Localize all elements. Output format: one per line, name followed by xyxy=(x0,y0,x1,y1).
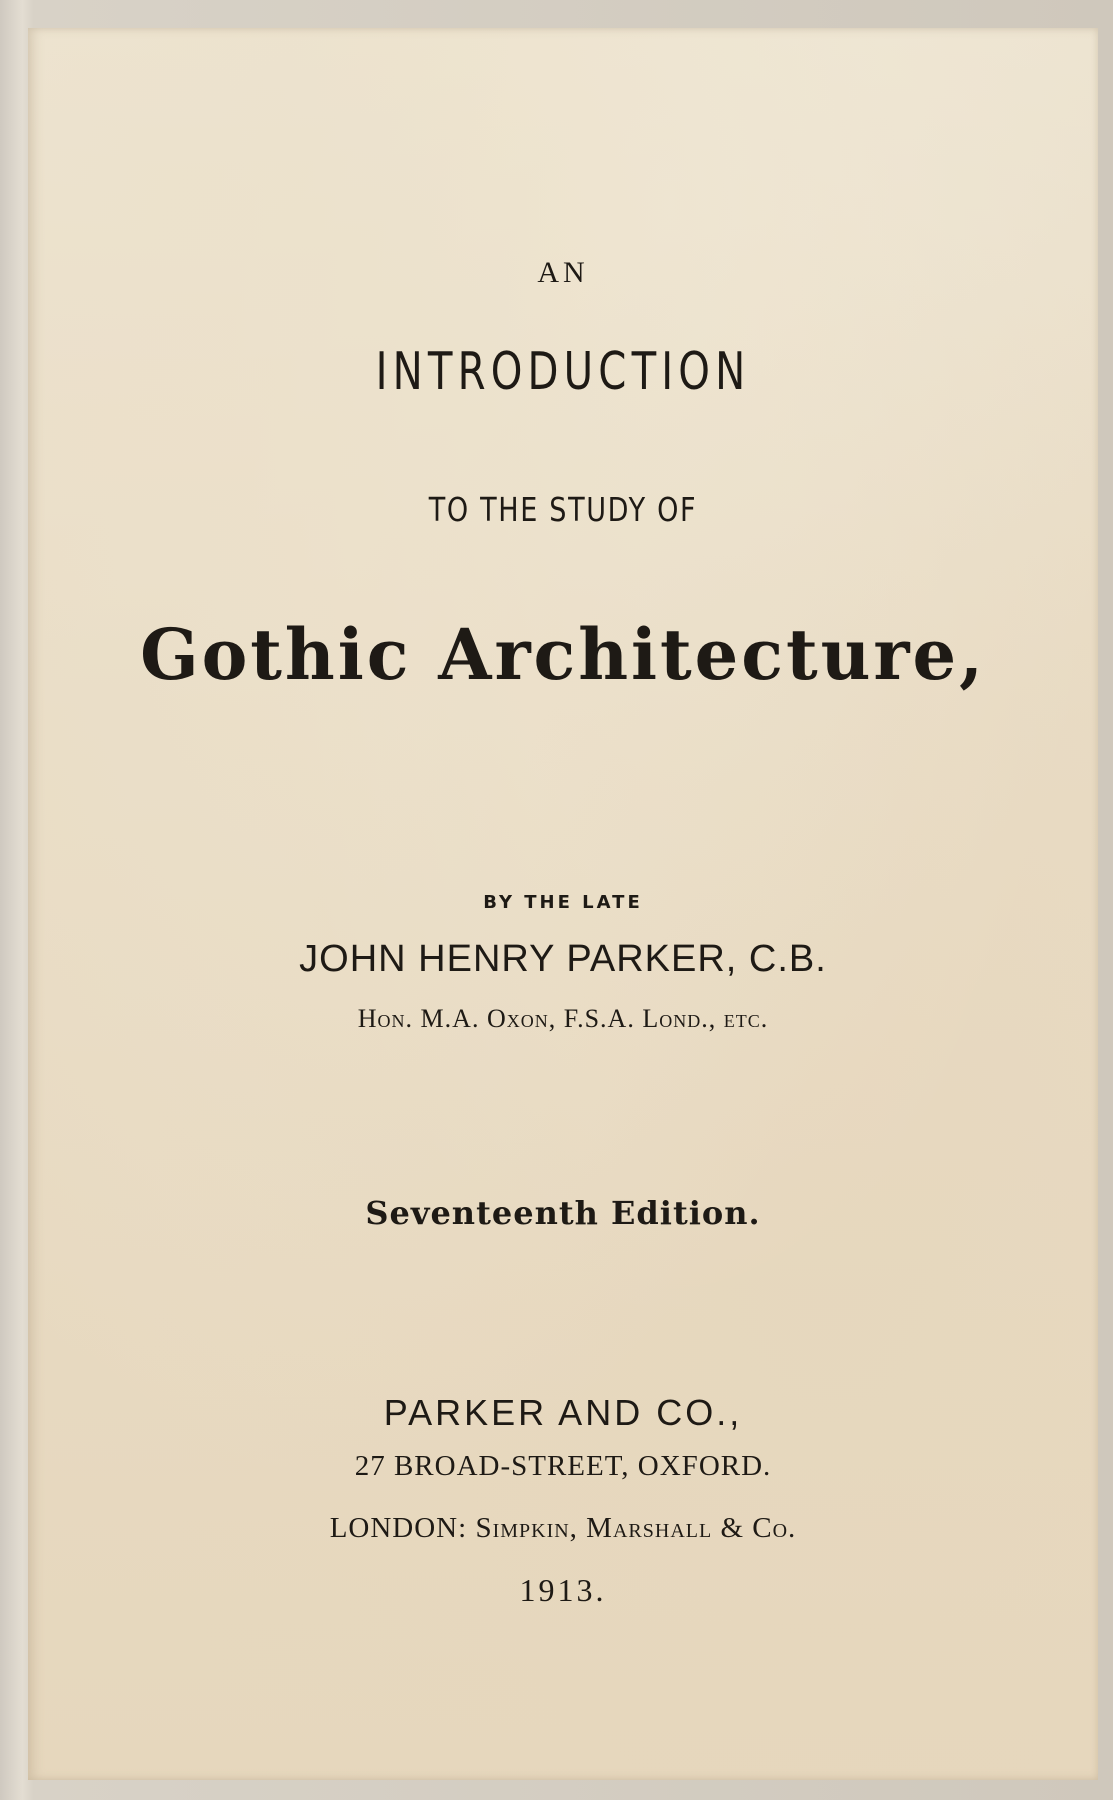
publisher-name: PARKER AND CO., xyxy=(383,1392,743,1433)
london-publisher: Simpkin, Marshall & Co. xyxy=(475,1512,797,1544)
title-article: AN xyxy=(537,256,589,289)
publisher-address: 27 BROAD-STREET, OXFORD. xyxy=(354,1450,772,1482)
publication-year: 1913. xyxy=(519,1572,607,1608)
edition-statement: Seventeenth Edition. xyxy=(365,1194,761,1232)
london-imprint xyxy=(28,1512,1098,1545)
title-page xyxy=(28,28,1098,1780)
by-line: BY THE LATE xyxy=(483,892,643,913)
london-label: LONDON: xyxy=(329,1512,468,1544)
title-sub: TO THE STUDY OF xyxy=(428,490,698,529)
author-degrees: Hon. M.A. Oxon, F.S.A. Lond., etc. xyxy=(357,1004,769,1033)
author-name: JOHN HENRY PARKER, C.B. xyxy=(299,938,827,980)
title-main: INTRODUCTION xyxy=(375,342,751,402)
title-subject: Gothic Architecture, xyxy=(140,613,986,696)
